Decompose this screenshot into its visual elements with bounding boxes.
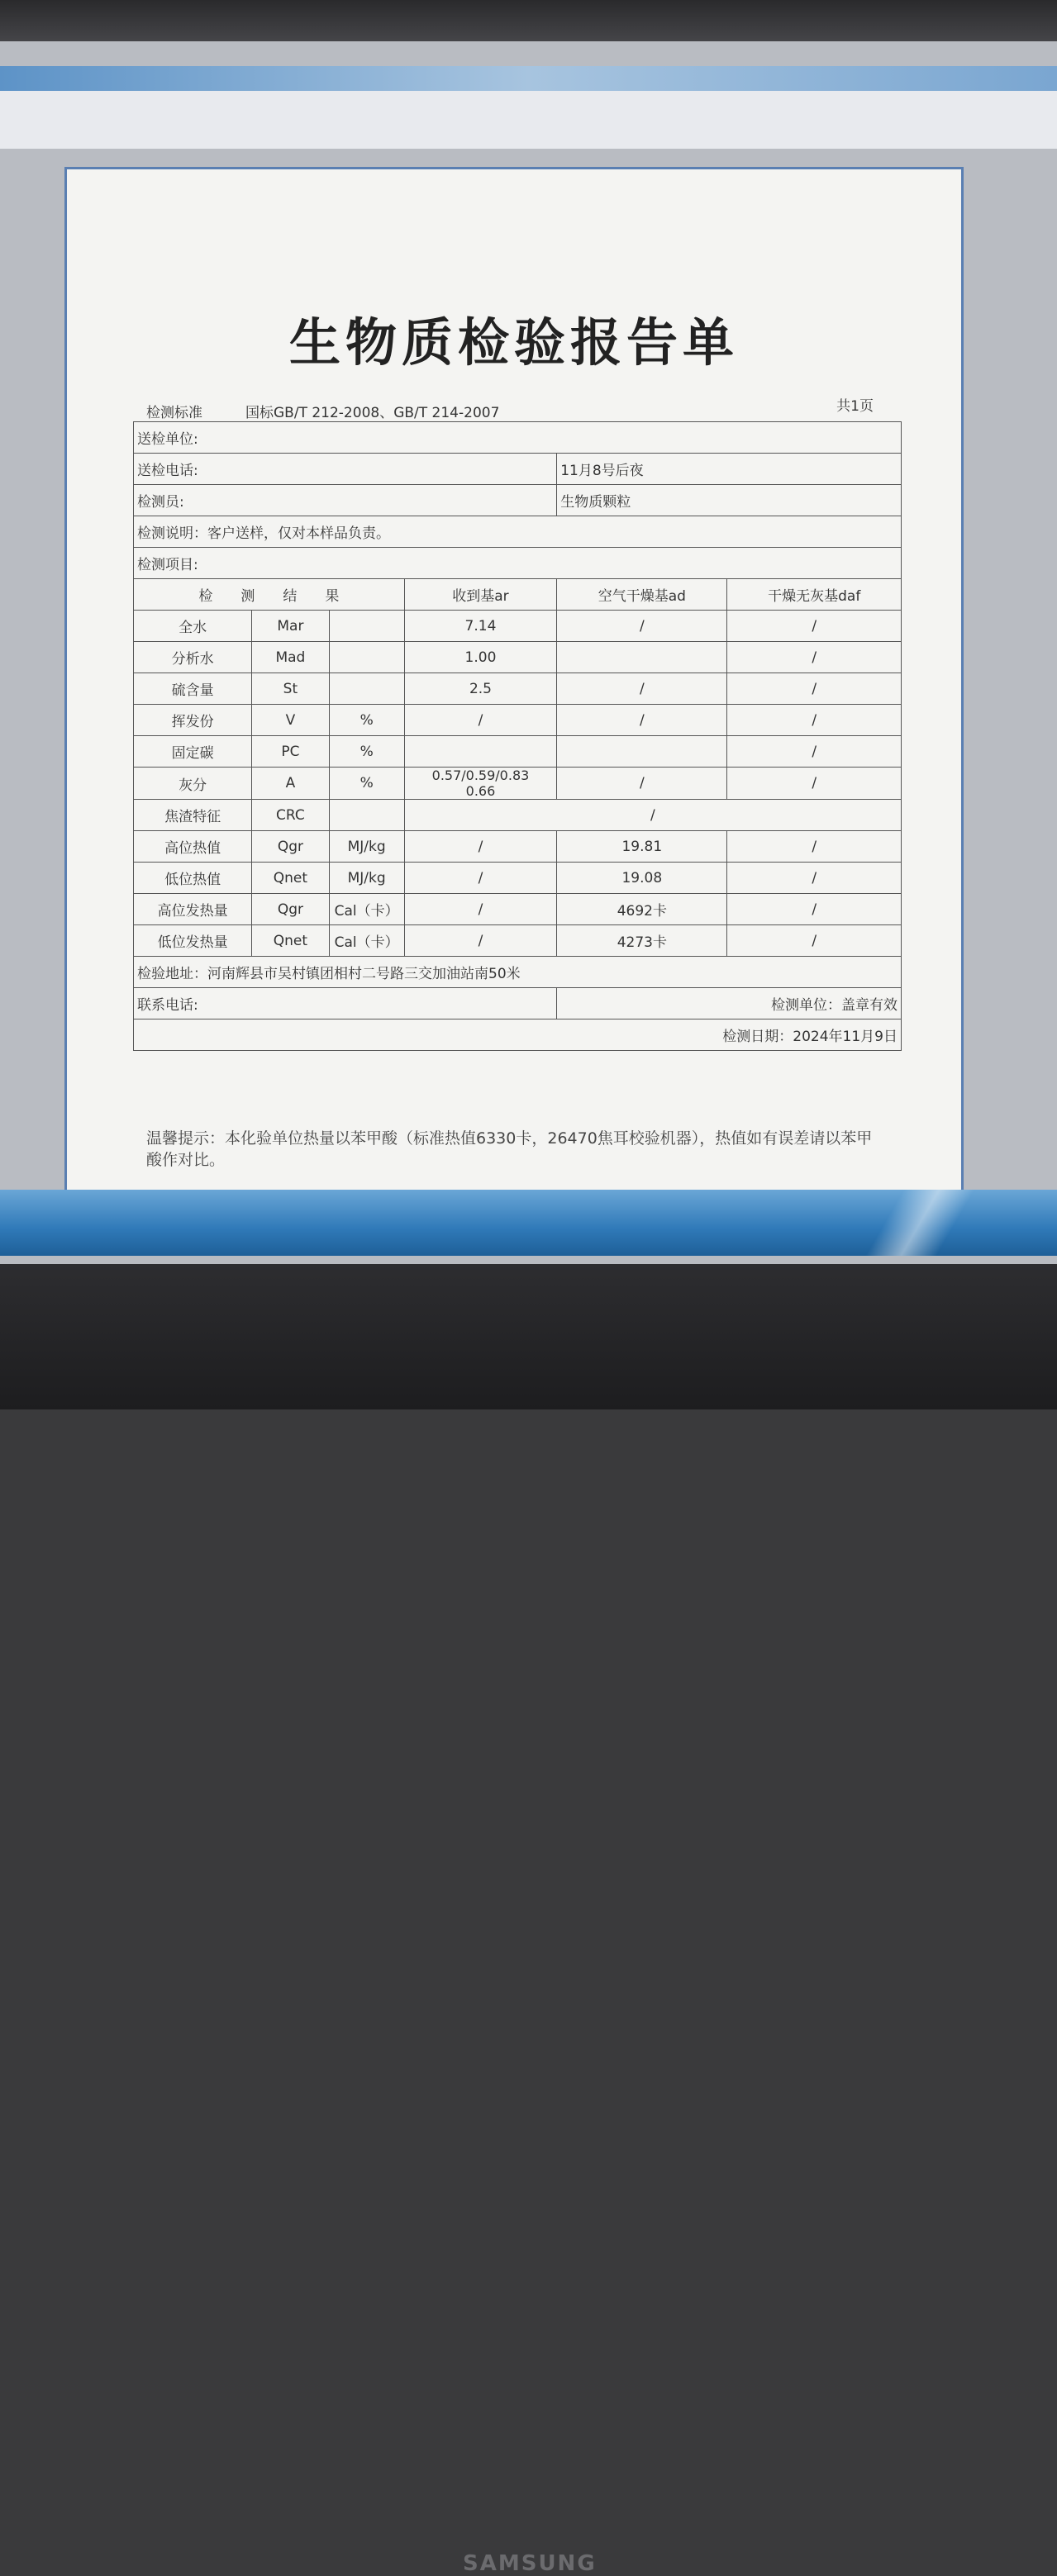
row-ad: / — [557, 673, 727, 705]
row-daf: / — [727, 925, 902, 957]
report-title: 生物质检验报告单 — [288, 312, 739, 373]
row-name: 分析水 — [134, 642, 252, 673]
row-unit: MJ/kg — [329, 831, 404, 863]
row-ad: / — [557, 768, 727, 800]
table-row — [134, 863, 902, 894]
header-daf: 干燥无灰基daf — [727, 579, 902, 611]
row-name: 挥发份 — [134, 705, 252, 736]
row-daf: / — [727, 673, 902, 705]
row-daf: / — [727, 611, 902, 642]
table-row — [134, 894, 902, 925]
monitor-bezel-bottom — [0, 1264, 1057, 2576]
row-ar: / — [404, 705, 556, 736]
header-ar: 收到基ar — [404, 579, 556, 611]
contact-label: 联系电话: — [134, 988, 557, 1019]
row-unit: % — [329, 736, 404, 768]
results-header-title: 检 测 结 果 — [134, 579, 405, 611]
row-unit — [329, 611, 404, 642]
row-symbol: Mad — [252, 642, 329, 673]
table-row — [134, 673, 902, 705]
row-ar: / — [404, 863, 556, 894]
ash-values-line1: 0.57/0.59/0.83 — [431, 768, 530, 783]
row-daf: / — [727, 863, 902, 894]
row-ar: 2.5 — [404, 673, 556, 705]
table-row — [134, 768, 902, 800]
row-daf: / — [727, 736, 902, 768]
row-symbol: Qnet — [252, 863, 329, 894]
inspection-date: 检测日期：2024年11月9日 — [134, 1019, 902, 1051]
row-name: 灰分 — [134, 768, 252, 800]
inspection-unit: 检测单位：盖章有效 — [557, 988, 902, 1019]
row-unit — [329, 800, 404, 831]
sender-unit-row — [134, 422, 902, 454]
row-symbol: V — [252, 705, 329, 736]
row-unit: % — [329, 705, 404, 736]
row-unit: % — [329, 768, 404, 800]
taskbar-highlight — [809, 1190, 1007, 1256]
row-ar: 7.14 — [404, 611, 556, 642]
row-symbol: A — [252, 768, 329, 800]
row-ad: / — [557, 611, 727, 642]
sample-name: 生物质颗粒 — [557, 485, 902, 516]
table-row — [134, 611, 902, 642]
row-daf: / — [727, 642, 902, 673]
note-text: 检测说明：客户送样，仅对本样品负责。 — [134, 516, 902, 548]
row-daf: / — [727, 894, 902, 925]
row-daf: / — [727, 705, 902, 736]
row-ad — [557, 642, 727, 673]
inspector-label: 检测员: — [134, 485, 557, 516]
table-row — [134, 800, 902, 831]
report-page — [64, 167, 964, 1214]
table-row — [134, 705, 902, 736]
row-symbol: St — [252, 673, 329, 705]
row-ar: / — [404, 894, 556, 925]
row-name: 焦渣特征 — [134, 800, 252, 831]
table-row — [134, 642, 902, 673]
items-row — [134, 548, 902, 579]
sender-phone-row — [134, 454, 902, 485]
row-ar: 1.00 — [404, 642, 556, 673]
address-text: 检验地址：河南辉县市吴村镇团相村二号路三交加油站南50米 — [134, 957, 902, 988]
results-header-row — [134, 579, 902, 611]
sender-phone-label: 送检电话: — [134, 454, 557, 485]
row-symbol: Qnet — [252, 925, 329, 957]
items-label: 检测项目: — [134, 548, 902, 579]
ash-values-line2: 0.66 — [465, 783, 496, 799]
row-unit — [329, 673, 404, 705]
contact-row — [134, 988, 902, 1019]
table-row — [134, 831, 902, 863]
row-symbol: Qgr — [252, 831, 329, 863]
screen — [0, 41, 1057, 1264]
row-ad: 4273卡 — [557, 925, 727, 957]
row-unit: Cal（卡） — [329, 925, 404, 957]
table-row — [134, 736, 902, 768]
inspector-row — [134, 485, 902, 516]
row-ad: 4692卡 — [557, 894, 727, 925]
row-symbol: PC — [252, 736, 329, 768]
row-daf: / — [727, 768, 902, 800]
row-ar — [404, 736, 556, 768]
row-symbol: Qgr — [252, 894, 329, 925]
row-symbol: CRC — [252, 800, 329, 831]
row-name: 全水 — [134, 611, 252, 642]
row-name: 低位发热量 — [134, 925, 252, 957]
reminder-text: 温馨提示：本化验单位热量以苯甲酸（标准热值6330卡，26470焦耳校验机器），热值如有误差请以苯甲酸作对比。 — [146, 1129, 873, 1169]
standard-value: 国标GB/T 212-2008、GB/T 214-2007 — [245, 405, 500, 421]
table-row — [134, 925, 902, 957]
row-name: 硫含量 — [134, 673, 252, 705]
page-count: 共1页 — [836, 398, 874, 415]
row-ad: 19.81 — [557, 831, 727, 863]
sender-unit-label: 送检单位: — [134, 422, 902, 454]
row-unit — [329, 642, 404, 673]
monitor-brand-logo: SAMSUNG — [463, 2551, 597, 2576]
header-ad: 空气干燥基ad — [557, 579, 727, 611]
row-ad — [557, 736, 727, 768]
report-table — [133, 421, 902, 1051]
row-symbol: Mar — [252, 611, 329, 642]
row-merged-value: / — [404, 800, 901, 831]
row-ar: / — [404, 925, 556, 957]
row-name: 低位热值 — [134, 863, 252, 894]
row-ad: 19.08 — [557, 863, 727, 894]
row-name: 高位发热量 — [134, 894, 252, 925]
window-top-bar — [0, 66, 1057, 91]
row-name: 高位热值 — [134, 831, 252, 863]
row-daf: / — [727, 831, 902, 863]
date-row — [134, 1019, 902, 1051]
row-ar: / — [404, 831, 556, 863]
row-ad: / — [557, 705, 727, 736]
row-unit: Cal（卡） — [329, 894, 404, 925]
standard-label: 检测标准 — [146, 405, 202, 421]
row-ar — [404, 768, 556, 800]
taskbar — [0, 1190, 1057, 1256]
address-row — [134, 957, 902, 988]
row-unit: MJ/kg — [329, 863, 404, 894]
sample-time: 11月8号后夜 — [557, 454, 902, 485]
toolbar-area — [0, 91, 1057, 149]
note-row — [134, 516, 902, 548]
row-name: 固定碳 — [134, 736, 252, 768]
